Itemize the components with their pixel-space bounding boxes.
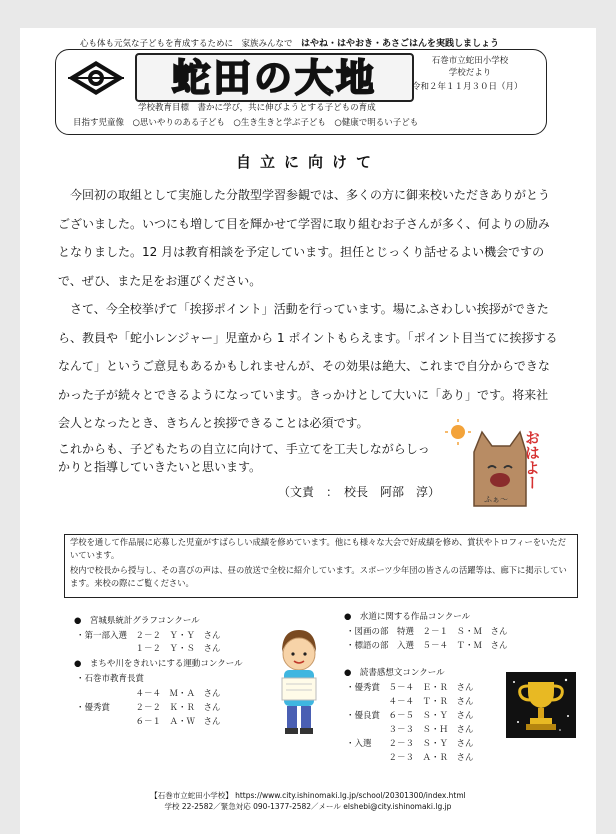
cat-small-text: ふぁ〜 (484, 495, 508, 504)
issue-date: 令和２年１１月３０日（月） (412, 82, 523, 92)
award-section-stats-graph: ● 宮城県統計グラフコンクール (74, 616, 200, 626)
notice-line-1: 学校を通して作品展に応募した児童がすばらしい成績を修めています。他にも様々な大会で好成績を修め、賞状やトロフィーをいただいています。 (70, 537, 566, 560)
award-row: ・石巻市教育長賞 (76, 674, 145, 684)
ideal-student: 目指す児童像 ○思いやりのある子ども ○生き生きと学ぶ子ども ○健康で明るい子ども (73, 118, 419, 128)
award-row: ・入選 ２－３ Ｓ・Ｙ さん (346, 739, 474, 749)
article-heading: 自立に向けて (235, 153, 380, 171)
award-row: ４－４ Ｔ・Ｒ さん (346, 697, 474, 707)
footer-contact: 学校 22-2582／緊急対応 090-1377-2582／メール elshebi@city.ishinomaki.lg.jp (164, 802, 452, 811)
article-author: （文責 ： 校長 阿部 淳） (278, 485, 441, 499)
article-paragraph-2: さて、今全校挙げて「挨拶ポイント」活動を行っています。場にふさわしい挨拶ができたら、教員や「蛇小レンジャー」児童から 1 ポイントもらえます。「ポイント目当てに挨拶するなんて」というご意見もあるかもしれませんが、その効果は絶大、これまで自分からできなかった子が続々とできるようになっています。きっかけとして大いに「あり」です。将来社会人となったとき、きちんと挨拶できることは必須です。 (58, 302, 558, 430)
award-row: ３－３ Ｓ・Ｈ さん (346, 725, 474, 735)
award-row: １－２ Ｙ・Ｓ さん (76, 644, 221, 654)
newsletter-kind: 学校だより (448, 68, 492, 78)
award-row: ・優秀賞 ５－４ Ｅ・Ｒ さん (346, 683, 474, 693)
award-row: ・第一部入選 ２－２ Ｙ・Ｙ さん (76, 631, 221, 641)
school-name: 石巻市立蛇田小学校 学校だより (420, 55, 520, 79)
footer-url: 【石巻市立蛇田小学校】 https://www.city.ishinomaki.lg.jp/school/20301300/index.html (150, 791, 466, 800)
school-emblem-icon (66, 59, 126, 97)
trophy-icon (506, 672, 576, 738)
student-holding-certificate-illustration (268, 624, 330, 738)
motto: 心も体も元気な子どもを育成するために 家族みんなで はやね・はやおき・あさごはんを実践しましょう (80, 39, 500, 49)
award-row: ４－４ Ｍ・Ａ さん (76, 689, 221, 699)
award-row: ２－３ Ａ・Ｒ さん (346, 753, 474, 763)
article-paragraph-3: これからも、子どもたちの自立に向けて、手立てを工夫しながらしっかりと指導していきたいと思います。 (58, 442, 430, 474)
award-row: ６－１ Ａ・Ｗ さん (76, 717, 221, 727)
footer (0, 790, 616, 812)
award-row: ・標語の部 入選 ５－４ Ｔ・Ｍ さん (346, 641, 508, 651)
award-row: ・優秀賞 ２－２ Ｋ・Ｒ さん (76, 703, 221, 713)
award-section-water-works: ● 水道に関する作品コンクール (344, 612, 471, 622)
notice-line-2: 校内で校長から授与し、その喜びの声は、昼の放送で全校に紹介しています。スポーツ少年団の皆さんの活躍等は、廊下に掲示しています。来校の際にご覧ください。 (70, 565, 567, 588)
award-section-reading-essay: ● 読書感想文コンクール (344, 668, 445, 678)
education-goal: 学校教育目標 書かに学び，共に伸びようとする子どもの育成 (138, 103, 376, 113)
masthead-title: 蛇田の大地 (135, 53, 414, 102)
award-notice-box (64, 534, 578, 598)
award-section-clean-river: ● まちや川をきれいにする運動コンクール (74, 659, 243, 669)
article-paragraph-1: 今回初の取組として実施した分散型学習参観では、多くの方に御来校いただきありがとうございました。いつにも増して目を輝かせて学習に取り組むお子さんが多く、何よりの励みとなりました。12 月は教育相談を予定しています。担任とじっくり話せるよい機会ですので、ぜひ、また足をお運びください。 (58, 188, 551, 288)
cat-greeting-illustration (444, 418, 562, 510)
cat-greeting-text: おはよー (523, 430, 541, 490)
award-row: ・図画の部 特選 ２－１ Ｓ・Ｍ さん (346, 627, 508, 637)
award-row: ・優良賞 ６－５ Ｓ・Ｙ さん (346, 711, 474, 721)
